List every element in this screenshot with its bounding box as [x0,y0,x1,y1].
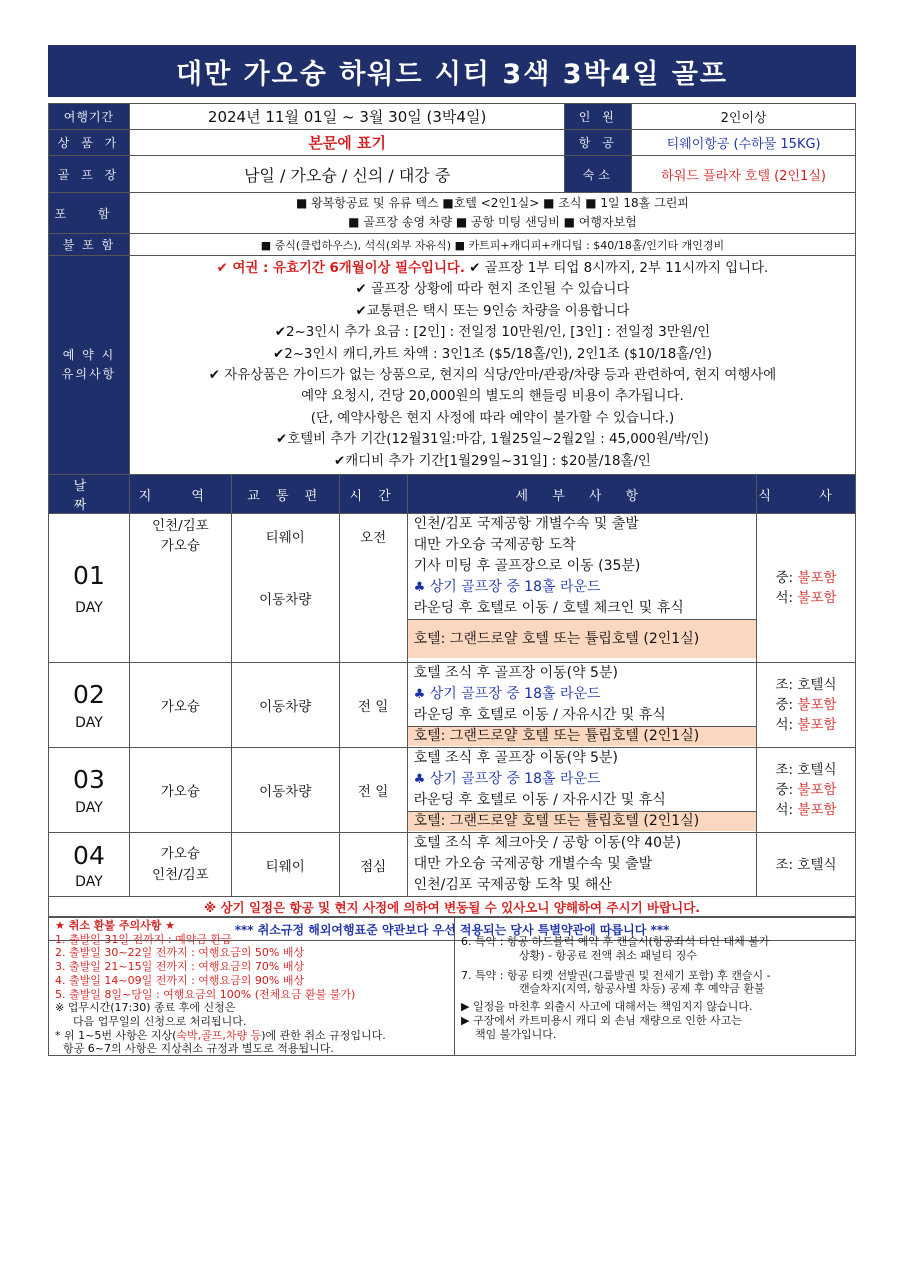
cancel-item: 5. 출발일 8일~당일 : 여행요금의 100% (전체요금 환불 불가) [55,987,356,1001]
day-label: DAY [75,873,103,890]
region-name: 인천/김포 [152,518,209,534]
price-value: 본문에 표기 [129,130,564,156]
day-number: 03 [73,765,105,794]
hotel-line: 호텔: 그랜드로얄 호텔 또는 튤립호텔 (2인1실) [408,619,756,658]
include-line-2: ■ 골프장 송영 차량 ■ 공항 미팅 샌딩비 ■ 여행자보험 [348,215,637,229]
special-term-6: 6. 특약 : 항공 하드블럭 예약 후 캔슬시(항공좌석 타인 대체 불가 [461,935,770,948]
day-2-time: 전 일 [339,663,407,748]
schedule-line: 호텔 조식 후 체크아웃 / 공항 이동(약 40분) [413,835,682,851]
schedule-line: 대만 가오슝 국제공항 개별수속 및 출발 [413,856,653,872]
day-1-time: 오전 [339,514,407,663]
disclaimer-cart: ▶ 구장에서 카트미용시 캐디 외 손님 재량으로 인한 사고는 [461,1013,742,1027]
day-3-transport: 이동차량 [231,748,339,833]
day-2-transport: 이동차량 [231,663,339,748]
golf-round-text: 상기 골프장 중 18홀 라운드 [429,771,601,787]
people-label: 인 원 [565,104,632,130]
day-4-time: 점심 [339,833,407,897]
teeup-note: ✔ 골프장 1부 티업 8시까지, 2부 11시까지 입니다. [464,261,769,276]
notes-line: ✔ 골프장 상황에 따라 현지 조인될 수 있습니다 [355,282,630,298]
golf-round-line [408,577,756,598]
cancel-item: 3. 출발일 21~15일 전까지 : 여행요금의 70% 배상 [55,960,305,974]
include-label: 포 함 [49,193,130,234]
day-1-region [129,514,231,663]
itinerary-table [48,474,856,941]
notes-line: ✔교통편은 택시 또는 9인승 차량을 이용합니다 [355,303,630,319]
hotel-line: 호텔: 그랜드로얄 호텔 또는 튤립호텔 (2인1실) [408,726,756,746]
special-term-7-cont: 캔슬차지(지역, 항공사별 차등) 공제 후 예약금 환불 [519,982,765,996]
club-icon: ♣ [413,687,426,702]
schedule-change-notice: ※ 상기 일정은 항공 및 현지 사정에 의하여 변동될 수 있사오니 양해하여 주시기 바랍니다. [49,897,856,918]
day-2-cell [49,663,130,748]
header-meal: 식 사 [757,475,856,514]
notes-line: ✔ 자유상품은 가이드가 없는 상품으로, 현지의 식당/안마/관광/차량 등과 관련하여, 현지 여행사에 [208,368,777,384]
transport-name: 티웨이 [265,530,305,546]
header-region: 지 역 [129,475,231,514]
schedule-line: 기사 미팅 후 골프장으로 이동 (35분) [413,558,641,574]
golf-round-line [408,684,756,705]
meal-breakfast: 조: 호텔식 [775,762,837,778]
cancel-item: 1. 출발일 31일 전까지 : 예약금 환급 [55,932,232,946]
schedule-line: 라운딩 후 호텔로 이동 / 자유시간 및 휴식 [413,792,666,808]
note-text: )에 관한 취소 규정입니다. [261,1028,386,1042]
header-time: 시 간 [339,475,407,514]
notes-line: ✔2~3인시 캐디,카트 차액 : 3인1조 ($5/18홀/인), 2인1조 ($10/18홀/인) [272,346,712,362]
notes-line-passport [130,258,855,279]
people-value: 2인이상 [632,104,856,130]
golf-round-line [408,769,756,790]
schedule-line: 라운딩 후 호텔로 이동 / 자유시간 및 휴식 [413,707,666,723]
office-hours-note: ※ 업무시간(17:30) 종료 후에 신청은 [55,1001,236,1015]
schedule-line: 라운딩 후 호텔로 이동 / 호텔 체크인 및 휴식 [413,600,684,616]
day-3-region: 가오슝 [129,748,231,833]
meal-label: 중: [775,570,794,586]
day-3-cell [49,748,130,833]
meal-lunch [757,568,855,588]
day-1-transport [231,514,339,663]
notes-label-text: 예 약 시 유의사항 [61,348,117,382]
cancel-item: 2. 출발일 30~22일 전까지 : 여행요금의 50% 배상 [55,946,305,960]
meal-dinner [757,715,855,735]
region-name: 가오슝 [160,538,200,554]
air-cancel-note: 항공 6~7의 사항은 지상취소 규정과 별도로 적용됩니다. [63,1042,334,1056]
day-label: DAY [75,715,103,731]
hotel-value: 하워드 플라자 호텔 (2인1실) [632,156,856,193]
note-highlight: 숙박,골프,차량 등 [176,1028,262,1042]
period-value: 2024년 11월 01일 ~ 3월 30일 (3박4일) [129,104,564,130]
day-label: DAY [75,800,103,816]
day-3-schedule [407,748,756,833]
office-hours-note-2: 다음 업무일의 신청으로 처리됩니다. [73,1014,247,1028]
day-4-meals [757,833,856,897]
meal-value: 불포함 [797,782,837,798]
ground-cancel-note [55,1029,455,1043]
cancel-left-column [55,919,455,1056]
meal-label: 석: [775,717,794,733]
disclaimer-cart-cont: 책임 불가입니다. [475,1027,557,1041]
cancel-item: 4. 출발일 14~09일 전까지 : 여행요금의 90% 배상 [55,973,305,987]
day-3-meals [757,748,856,833]
meal-label: 중: [775,782,794,798]
note-text: * 위 1~5번 사항은 지상( [55,1028,177,1042]
meal-breakfast: 조: 호텔식 [775,856,837,873]
page-title: 대만 가오슝 하워드 시티 3색 3박4일 골프 [48,45,856,97]
include-value [129,193,855,234]
schedule-line: 인천/김포 국제공항 개별수속 및 출발 [413,516,639,532]
cancel-policy-notice: *** 취소규정 해외여행표준 약관보다 우선 적용되는 당사 특별약관에 따릅니다 *** [49,918,856,941]
notes-label [49,256,130,475]
meal-dinner [757,588,855,608]
notes-line: (단, 예약사항은 현지 사정에 따라 예약이 불가할 수 있습니다.) [310,410,675,426]
meal-value: 불포함 [797,697,837,713]
day-number: 01 [73,561,105,590]
include-line-1: ■ 왕복항공료 및 유류 텍스 ■호텔 <2인1실> ■ 조식 ■ 1일 18홀 그린피 [296,196,689,210]
schedule-line: 호텔 조식 후 골프장 이동(약 5분) [413,750,618,766]
meal-dinner [757,800,855,820]
club-icon: ♣ [413,772,426,787]
meal-lunch [757,695,855,715]
day-1-meals [757,514,856,663]
schedule-line: 호텔 조식 후 골프장 이동(약 5분) [413,665,618,681]
notes-line: ✔캐디비 추가 기간[1월29일~31일] : $20불/18홀/인 [334,453,651,469]
hotel-label: 숙소 [565,156,632,193]
meal-value: 불포함 [797,717,837,733]
period-label: 여행기간 [49,104,130,130]
day-4-region [129,833,231,897]
info-table [48,103,856,475]
meal-value: 불포함 [797,802,837,818]
day-2-schedule [407,663,756,748]
meal-value: 불포함 [797,570,837,586]
golf-round-text: 상기 골프장 중 18홀 라운드 [429,686,601,702]
meal-value: 불포함 [797,590,837,606]
cancel-title: ★ 취소 환불 주의사항 ★ [55,919,176,932]
club-icon: ♣ [413,580,426,595]
day-4-transport: 티웨이 [231,833,339,897]
notes-line: ✔2~3인시 추가 요금 : [2인] : 전일정 10만원/인, [3인] : 전일정 3만원/인 [274,325,711,341]
meal-label: 석: [775,802,794,818]
meal-lunch [757,780,855,800]
special-term-6-cont: 상황) - 항공료 전액 취소 패널티 징수 [519,948,698,962]
golf-value: 남일 / 가오슝 / 신의 / 대강 중 [129,156,564,193]
exclude-value: ■ 중식(클럽하우스), 석식(외부 자유식) ■ 카트피+캐디피+캐디팁 : $40/18홀/인기타 개인경비 [129,234,855,256]
day-4-schedule [407,833,756,897]
schedule-line: 인천/김포 국제공항 도착 및 해산 [413,877,612,893]
price-label: 상 품 가 [49,130,130,156]
airline-label: 항 공 [565,130,632,156]
day-2-region: 가오슝 [129,663,231,748]
column-divider [454,917,455,1055]
disclaimer-outing: ▶ 일정을 마친후 외출시 사고에 대해서는 책임지지 않습니다. [461,1000,753,1014]
cancellation-box [48,916,856,1056]
day-number: 04 [73,840,105,870]
meal-label: 중: [775,697,794,713]
day-4-cell [49,833,130,897]
day-1-cell [49,514,130,663]
region-name: 인천/김포 [152,866,209,883]
special-term-7: 7. 특약 : 항공 티켓 선발권(그룹발권 및 전세기 포함) 후 캔슬시 - [461,968,771,982]
header-transport: 교 통 편 [231,475,339,514]
golf-label: 골 프 장 [49,156,130,193]
region-name: 가오슝 [160,845,200,862]
transport-name: 이동차량 [259,592,312,608]
notes-value [129,256,855,475]
day-label: DAY [75,600,103,616]
hotel-line: 호텔: 그랜드로얄 호텔 또는 튤립호텔 (2인1실) [408,811,756,831]
day-number: 02 [73,680,105,709]
schedule-line: 대만 가오슝 국제공항 도착 [413,537,576,553]
airline-value: 티웨이항공 (수하물 15KG) [632,130,856,156]
notes-line: ✔호텔비 추가 기간(12월31일:마감, 1월25일~2월2일 : 45,000원/박/인) [276,432,709,448]
notes-line: 예약 요청시, 건당 20,000원의 별도의 핸들링 비용이 추가됩니다. [301,389,684,405]
day-1-schedule [407,514,756,663]
header-date: 날 짜 [49,475,130,514]
exclude-label: 불 포 함 [49,234,130,256]
meal-label: 석: [775,590,794,606]
meal-breakfast: 조: 호텔식 [775,677,837,693]
golf-round-text: 상기 골프장 중 18홀 라운드 [429,579,601,595]
cancel-right-column [461,935,851,1042]
day-3-time: 전 일 [339,748,407,833]
header-schedule: 세 부 사 항 [407,475,756,514]
day-2-meals [757,663,856,748]
passport-note: ✔ 여권 : 유효기간 6개월이상 필수입니다. [216,261,465,276]
